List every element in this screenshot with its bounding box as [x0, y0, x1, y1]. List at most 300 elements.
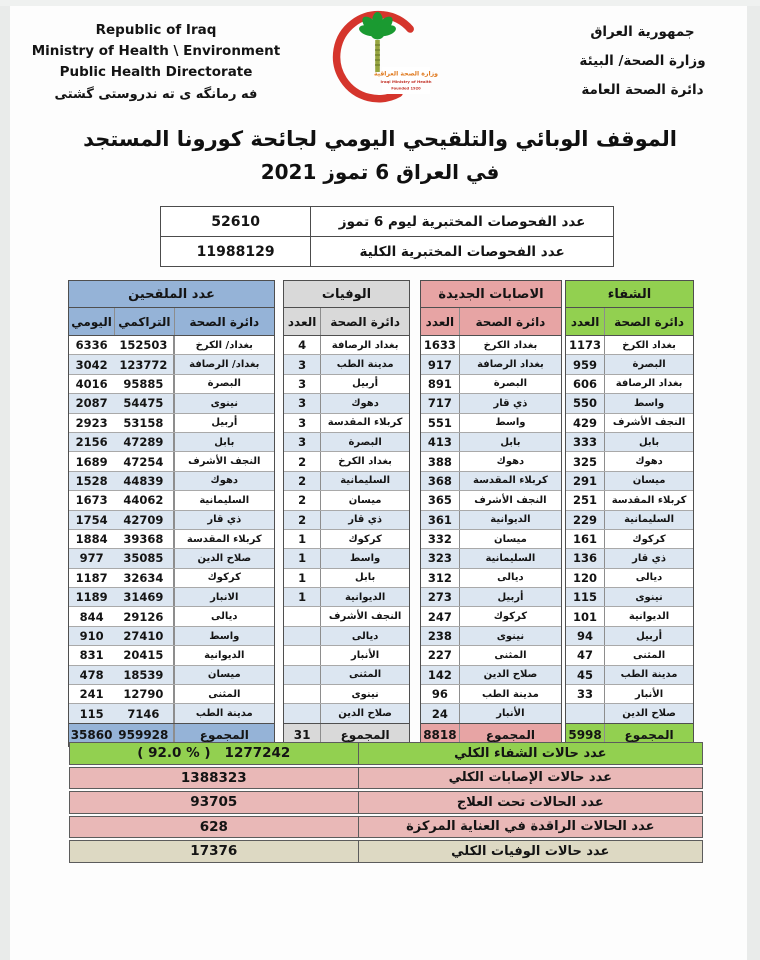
count-value: 32634 [114, 569, 173, 587]
table-row [421, 354, 561, 373]
count-value: 1884 [75, 532, 108, 547]
header-arabic-line: دائرة الصحة العامة [581, 82, 704, 98]
summary-label: عدد حالات الوفيات الكلي [358, 841, 702, 862]
province-name: بغداد الرصافة [604, 375, 693, 393]
province-name: صلاح الدين [320, 704, 409, 722]
province-name: ديالى [459, 569, 561, 587]
province-name: بابل [459, 433, 561, 451]
count-value: 3042 [75, 357, 108, 372]
table-title: الشفاء [566, 281, 693, 308]
province-name: المجموع [320, 724, 409, 746]
count-value [284, 666, 320, 684]
province-name: الديوانية [174, 646, 274, 664]
province-name: بغداد الكرخ [320, 452, 409, 470]
table-rows [421, 336, 561, 723]
table-row [566, 471, 693, 490]
province-name: البصرة [459, 375, 561, 393]
summary-label: عدد الحالات تحت العلاج [358, 792, 702, 813]
count-value: 1673 [75, 493, 108, 508]
scan-edge-top [0, 0, 760, 6]
count-value: 1187 [75, 570, 108, 585]
table-row [421, 374, 561, 393]
summary-row-deaths-total [69, 840, 703, 863]
province-name: واسط [604, 394, 693, 412]
table-row [566, 587, 693, 606]
table-row [421, 626, 561, 645]
province-name: البصرة [320, 433, 409, 451]
count-value: 247 [427, 609, 452, 624]
table-row [566, 490, 693, 509]
report-title-line1: الموقف الوبائي والتلقيحي اليومي لجائحة كورونا المستجد [83, 127, 677, 151]
count-value: 2 [298, 493, 307, 508]
table-title: الوفيات [284, 281, 409, 308]
table-column-headers [284, 308, 409, 336]
count-value: 388 [427, 454, 452, 469]
table-row [566, 374, 693, 393]
province-name: الديوانية [604, 607, 693, 625]
table-row [566, 568, 693, 587]
table-column-headers [566, 308, 693, 336]
table-row [284, 703, 409, 722]
logo-english-text: Iraqi Ministry of Health [380, 79, 432, 84]
table-row [284, 529, 409, 548]
summary-label: عدد حالات الإصابات الكلي [358, 768, 702, 789]
table-row [284, 354, 409, 373]
province-name: نينوى [459, 627, 561, 645]
recoveries-table [565, 280, 694, 747]
summary-row-icu-cases [69, 816, 703, 839]
count-value: 977 [79, 551, 104, 566]
table-row [421, 336, 561, 354]
tests-total-value: 11988129 [196, 243, 275, 260]
table-row [284, 510, 409, 529]
summary-number: 93705 [190, 794, 238, 811]
table-row [284, 374, 409, 393]
province-name: المجموع [459, 724, 561, 746]
count-value: 8818 [423, 727, 457, 742]
count-value: 120 [573, 570, 598, 585]
table-row [566, 645, 693, 664]
province-name: دهوك [174, 472, 274, 490]
column-header: دائرة الصحة [320, 308, 409, 335]
count-value: 273 [427, 590, 452, 605]
table-row [566, 703, 693, 722]
column-header: اليومي [71, 314, 112, 329]
count-value: 1173 [569, 338, 602, 353]
province-name: الديوانية [459, 511, 561, 529]
count-value: 2087 [75, 396, 108, 411]
count-value: 550 [573, 396, 598, 411]
count-value: 332 [427, 532, 452, 547]
count-value: 959 [573, 357, 598, 372]
province-name: ذي قار [604, 549, 693, 567]
table-row [566, 336, 693, 354]
table-row [284, 548, 409, 567]
count-value: 1754 [75, 512, 108, 527]
province-name: المثنى [174, 685, 274, 703]
count-value: 891 [427, 376, 452, 391]
table-row [566, 529, 693, 548]
summary-row-recoveries-total [69, 742, 703, 765]
province-name: صلاح الدين [604, 704, 693, 722]
count-value: 101 [573, 609, 598, 624]
province-name: ذي قار [320, 511, 409, 529]
table-row [161, 236, 613, 266]
province-name: صلاح الدين [174, 549, 274, 567]
summary-value [70, 743, 358, 764]
count-value: 844 [79, 609, 104, 624]
count-value: 325 [573, 454, 598, 469]
province-name: السليمانية [459, 549, 561, 567]
table-row [421, 432, 561, 451]
column-header: العدد [287, 314, 317, 329]
count-value: 2 [298, 512, 307, 527]
table-row [284, 665, 409, 684]
table-row [566, 354, 693, 373]
table-row [69, 548, 274, 567]
count-value: 365 [427, 493, 452, 508]
summary-number: 1388323 [180, 769, 247, 786]
count-value: 2 [298, 473, 307, 488]
province-name: بغداد/ الرصافة [174, 355, 274, 373]
province-name: دهوك [459, 452, 561, 470]
count-value: 33 [577, 687, 594, 702]
table-row [284, 684, 409, 703]
count-value: 312 [427, 570, 452, 585]
count-value: 31469 [114, 588, 173, 606]
province-name: مدينة الطب [459, 685, 561, 703]
province-name: النجف الأشرف [604, 414, 693, 432]
province-name: واسط [459, 414, 561, 432]
province-name: بابل [320, 569, 409, 587]
count-value [566, 704, 604, 722]
summary-row-infections-total [69, 767, 703, 790]
province-name: دهوك [320, 394, 409, 412]
table-row [69, 529, 274, 548]
table-row [284, 587, 409, 606]
count-value: 20415 [114, 646, 173, 664]
table-row [69, 606, 274, 625]
table-row [421, 684, 561, 703]
table-row [284, 568, 409, 587]
count-value: 53158 [114, 414, 173, 432]
province-name: كركوك [320, 530, 409, 548]
vaccinated-table [68, 280, 275, 747]
count-value: 478 [79, 667, 104, 682]
province-name: بغداد الكرخ [604, 336, 693, 354]
table-row [566, 684, 693, 703]
tests-total-label: عدد الفحوصات المختبرية الكلية [310, 237, 613, 266]
table-row [566, 413, 693, 432]
count-value: 94 [577, 629, 594, 644]
count-value: 1 [298, 532, 307, 547]
totals-summary-table [69, 742, 703, 863]
table-row [421, 413, 561, 432]
count-value: 3 [298, 376, 307, 391]
column-header: التراكمي [114, 308, 173, 335]
logo-text-box [374, 67, 438, 94]
count-value: 323 [427, 551, 452, 566]
province-name: نينوى [174, 394, 274, 412]
table-row [284, 451, 409, 470]
province-name: البصرة [174, 375, 274, 393]
count-value: 238 [427, 629, 452, 644]
count-value: 29126 [114, 607, 173, 625]
province-name: السليمانية [604, 511, 693, 529]
province-name: أربيل [320, 375, 409, 393]
count-value: 1 [298, 590, 307, 605]
table-row [284, 413, 409, 432]
province-name: أربيل [174, 414, 274, 432]
count-value: 1689 [75, 454, 108, 469]
summary-percent: ( 92.0 % ) [137, 745, 211, 762]
header-arabic-line: وزارة الصحة/ البيئة [579, 53, 706, 69]
tests-daily-label: عدد الفحوصات المختبرية ليوم 6 تموز [310, 207, 613, 236]
count-value: 1 [298, 551, 307, 566]
table-row [69, 354, 274, 373]
header-english-block [22, 20, 290, 105]
table-row [421, 490, 561, 509]
province-name: كربلاء المقدسة [174, 530, 274, 548]
table-row [421, 568, 561, 587]
count-value: 35085 [114, 549, 173, 567]
province-name: نينوى [320, 685, 409, 703]
table-row [69, 703, 274, 722]
province-name: كربلاء المقدسة [604, 491, 693, 509]
table-row [69, 645, 274, 664]
count-value: 42709 [114, 511, 173, 529]
count-value: 831 [79, 648, 104, 663]
header-english-line: Republic of Iraq [95, 22, 217, 38]
province-name: كركوك [459, 607, 561, 625]
summary-row-under-treatment [69, 791, 703, 814]
count-value: 47254 [114, 452, 173, 470]
table-rows [284, 336, 409, 723]
province-name: ديالى [320, 627, 409, 645]
count-value: 1528 [75, 473, 108, 488]
count-value: 115 [79, 706, 104, 721]
table-row [69, 490, 274, 509]
table-row [421, 510, 561, 529]
count-value: 39368 [114, 530, 173, 548]
table-row [69, 684, 274, 703]
count-value: 241 [79, 687, 104, 702]
summary-label: عدد حالات الشفاء الكلي [358, 743, 702, 764]
logo-founded-text: Founded 1920 [391, 86, 421, 91]
table-row [421, 393, 561, 412]
count-value: 54475 [114, 394, 173, 412]
province-name: بغداد/ الكرخ [174, 336, 274, 354]
count-value: 5998 [568, 727, 602, 742]
table-row [421, 587, 561, 606]
table-row [421, 703, 561, 722]
province-name: ديالى [604, 569, 693, 587]
province-name: السليمانية [320, 472, 409, 490]
province-name: ذي قار [459, 394, 561, 412]
summary-label: عدد الحالات الراقدة في العناية المركزة [358, 817, 702, 838]
table-row [566, 432, 693, 451]
table-row [69, 336, 274, 354]
count-value: 44062 [114, 491, 173, 509]
header-arabic-block [545, 24, 740, 111]
province-name: المثنى [604, 646, 693, 664]
column-header: العدد [425, 314, 455, 329]
count-value: 31 [293, 727, 311, 742]
table-row [284, 645, 409, 664]
province-name: بابل [604, 433, 693, 451]
count-value: 47 [577, 648, 594, 663]
count-value: 1189 [75, 590, 108, 605]
count-value: 44839 [114, 472, 173, 490]
column-header: العدد [570, 314, 600, 329]
count-value: 551 [427, 415, 452, 430]
summary-number: 17376 [190, 843, 238, 860]
count-value: 333 [573, 435, 598, 450]
count-value: 2923 [75, 415, 108, 430]
table-row [421, 645, 561, 664]
table-row [566, 393, 693, 412]
count-value: 152503 [114, 336, 173, 354]
palm-tree-icon [358, 12, 397, 72]
count-value: 3 [298, 357, 307, 372]
deaths-table [283, 280, 410, 747]
table-row [69, 587, 274, 606]
province-name: نينوى [604, 588, 693, 606]
count-value: 4016 [75, 376, 108, 391]
column-header: دائرة الصحة [174, 308, 274, 335]
count-value: 123772 [114, 355, 173, 373]
province-name: البصرة [604, 355, 693, 373]
count-value: 35860 [70, 727, 113, 742]
count-value: 136 [573, 551, 598, 566]
lab-tests-table [160, 206, 614, 267]
summary-number: 1277242 [224, 745, 291, 762]
province-name: المثنى [459, 646, 561, 664]
province-name: كركوك [604, 530, 693, 548]
count-value: 3 [298, 396, 307, 411]
table-row [284, 393, 409, 412]
table-row [69, 451, 274, 470]
table-title: الاصابات الجديدة [421, 281, 561, 308]
table-row [284, 432, 409, 451]
count-value: 6336 [75, 338, 108, 353]
count-value: 1 [298, 570, 307, 585]
tests-daily-value: 52610 [211, 213, 260, 230]
province-name: المجموع [174, 724, 274, 746]
count-value: 96 [431, 687, 448, 702]
count-value [284, 646, 320, 664]
table-row [566, 665, 693, 684]
province-name: ديالى [174, 607, 274, 625]
province-name: ميسان [320, 491, 409, 509]
province-name: ميسان [604, 472, 693, 490]
province-name: النجف الأشرف [320, 607, 409, 625]
count-value: 959928 [114, 724, 173, 746]
province-name: الديوانية [320, 588, 409, 606]
province-name: كربلاء المقدسة [320, 414, 409, 432]
table-row [284, 626, 409, 645]
count-value: 4 [298, 338, 307, 353]
count-value: 229 [573, 512, 598, 527]
table-row [69, 665, 274, 684]
table-row [284, 606, 409, 625]
table-row [284, 336, 409, 354]
province-name: أربيل [459, 588, 561, 606]
province-name: الأنبار [459, 704, 561, 722]
header-english-line: Public Health Directorate [59, 63, 253, 80]
count-value: 2 [298, 454, 307, 469]
count-value [284, 704, 320, 722]
count-value [284, 607, 320, 625]
table-row [69, 471, 274, 490]
table-row [421, 606, 561, 625]
count-value: 2156 [75, 435, 108, 450]
province-name: المجموع [604, 724, 693, 746]
count-value: 45 [577, 667, 594, 682]
count-value: 95885 [114, 375, 173, 393]
count-value: 142 [427, 667, 452, 682]
column-header: دائرة الصحة [459, 308, 561, 335]
table-rows [69, 336, 274, 723]
province-name: أربيل [604, 627, 693, 645]
province-name: الأنبار [604, 685, 693, 703]
province-name: مدينة الطب [320, 355, 409, 373]
header-arabic-line: جمهورية العراق [590, 24, 695, 40]
province-name: بابل [174, 433, 274, 451]
count-value: 251 [573, 493, 598, 508]
table-row [69, 568, 274, 587]
count-value: 1633 [423, 338, 456, 353]
count-value: 7146 [114, 704, 173, 722]
province-name: السليمانية [174, 491, 274, 509]
table-column-headers [69, 308, 274, 336]
logo-arabic-text: وزارة الصحة العراقية [373, 70, 439, 78]
table-row [284, 490, 409, 509]
new-infections-table [420, 280, 562, 747]
table-row [421, 529, 561, 548]
table-row [69, 374, 274, 393]
table-row [421, 471, 561, 490]
province-name: واسط [174, 627, 274, 645]
province-name: النجف الأشرف [459, 491, 561, 509]
summary-number: 628 [199, 818, 228, 835]
table-row [566, 451, 693, 470]
province-name: مدينة الطب [604, 666, 693, 684]
province-name: بغداد الرصافة [459, 355, 561, 373]
count-value: 227 [427, 648, 452, 663]
count-value: 361 [427, 512, 452, 527]
count-value: 27410 [114, 627, 173, 645]
province-name: مدينة الطب [174, 704, 274, 722]
count-value: 910 [79, 629, 104, 644]
count-value: 3 [298, 435, 307, 450]
table-row [69, 510, 274, 529]
count-value: 12790 [114, 685, 173, 703]
count-value [284, 627, 320, 645]
count-value: 717 [427, 396, 452, 411]
report-title-line2: في العراق 6 تموز 2021 [260, 160, 500, 184]
count-value: 291 [573, 473, 598, 488]
count-value: 161 [573, 532, 598, 547]
count-value [284, 685, 320, 703]
province-name: الأنبار [320, 646, 409, 664]
column-header: دائرة الصحة [604, 308, 693, 335]
count-value: 24 [431, 706, 448, 721]
table-row [69, 626, 274, 645]
province-name: النجف الأشرف [174, 452, 274, 470]
province-name: دهوك [604, 452, 693, 470]
province-name: كربلاء المقدسة [459, 472, 561, 490]
